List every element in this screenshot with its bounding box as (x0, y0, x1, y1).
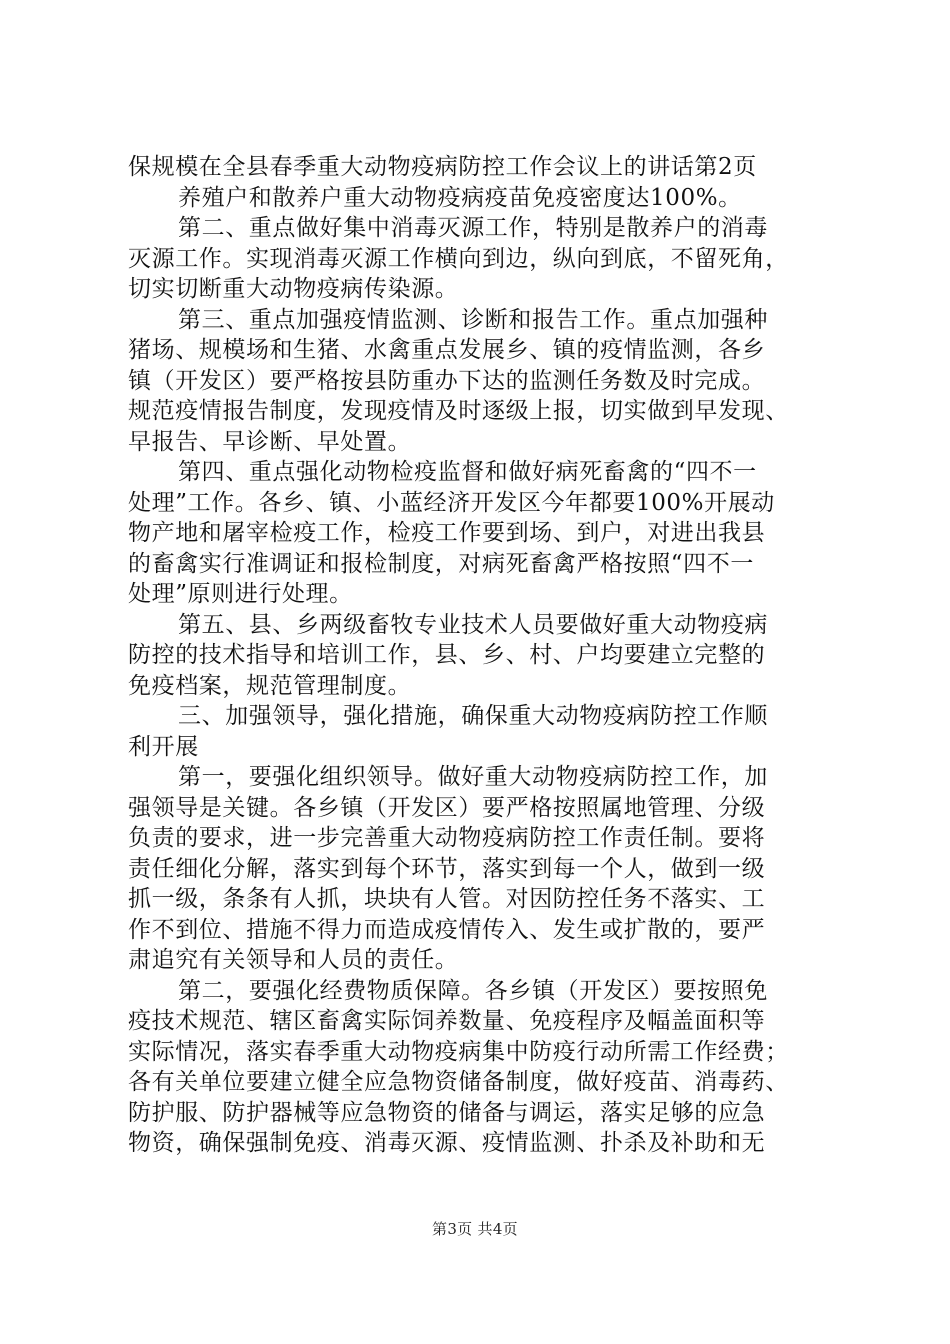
text-line: 第一，要强化组织领导。做好重大动物疫病防控工作，加 (178, 764, 768, 790)
text-line: 早报告、早诊断、早处置。 (128, 428, 412, 455)
text-line: 规范疫情报告制度，发现疫情及时逐级上报，切实做到早发现、 (128, 398, 789, 424)
document-title-line: 保规模在全县春季重大动物疫病防控工作会议上的讲话第2页 (128, 154, 757, 180)
text-line: 处理”工作。各乡、镇、小蓝经济开发区今年都要100%开展动 (128, 489, 775, 516)
text-line: 第二、重点做好集中消毒灭源工作，特别是散养户的消毒 (178, 215, 768, 241)
text-line: 猪场、规模场和生猪、水禽重点发展乡、镇的疫情监测，各乡 (128, 337, 766, 363)
text-line: 灭源工作。实现消毒灭源工作横向到边，纵向到底，不留死角， (128, 245, 789, 272)
text-line: 实际情况，落实春季重大动物疫病集中防疫行动所需工作经费； (128, 1038, 789, 1065)
text-line: 负责的要求，进一步完善重大动物疫病防控工作责任制。要将 (128, 825, 766, 851)
text-line: 作不到位、措施不得力而造成疫情传入、发生或扩散的，要严 (128, 916, 766, 943)
text-line: 镇（开发区）要严格按县防重办下达的监测任务数及时完成。 (128, 367, 766, 394)
text-line: 第五、县、乡两级畜牧专业技术人员要做好重大动物疫病 (178, 611, 768, 638)
text-line: 切实切断重大动物疫病传染源。 (128, 276, 459, 302)
page-footer: 第3页 共4页 (432, 1220, 518, 1238)
text-line: 防护服、防护器械等应急物资的储备与调运，落实足够的应急 (128, 1099, 766, 1126)
text-line: 处理”原则进行处理。 (128, 581, 353, 607)
text-line: 免疫档案，规范管理制度。 (128, 672, 412, 699)
document-body (128, 152, 860, 1159)
text-line: 物产地和屠宰检疫工作，检疫工作要到场、到户，对进出我县 (128, 520, 766, 546)
text-line: 责任细化分解，落实到每个环节，落实到每一个人，做到一级 (128, 855, 766, 882)
text-line: 第三、重点加强疫情监测、诊断和报告工作。重点加强种 (178, 306, 768, 333)
text-line: 各有关单位要建立健全应急物资储备制度，做好疫苗、消毒药、 (128, 1069, 789, 1095)
text-line: 物资，确保强制免疫、消毒灭源、疫情监测、扑杀及补助和无 (128, 1130, 766, 1156)
text-line: 利开展 (128, 733, 199, 760)
text-line: 肃追究有关领导和人员的责任。 (128, 947, 459, 973)
text-line: 疫技术规范、辖区畜禽实际饲养数量、免疫程序及幅盖面积等 (128, 1008, 766, 1034)
text-line: 防控的技术指导和培训工作，县、乡、村、户均要建立完整的 (128, 642, 766, 668)
text-line: 三、加强领导，强化措施，确保重大动物疫病防控工作顺 (178, 703, 768, 729)
text-line: 养殖户和散养户重大动物疫病疫苗免疫密度达100%。 (178, 184, 742, 211)
text-line: 第二，要强化经费物质保障。各乡镇（开发区）要按照免 (178, 977, 768, 1004)
text-line: 强领导是关键。各乡镇（开发区）要严格按照属地管理、分级 (128, 794, 766, 821)
text-line: 抓一级，条条有人抓，块块有人管。对因防控任务不落实、工 (128, 886, 766, 912)
text-line: 第四、重点强化动物检疫监督和做好病死畜禽的“四不一 (178, 459, 757, 485)
text-line: 的畜禽实行准调证和报检制度，对病死畜禽严格按照“四不一 (128, 550, 754, 577)
